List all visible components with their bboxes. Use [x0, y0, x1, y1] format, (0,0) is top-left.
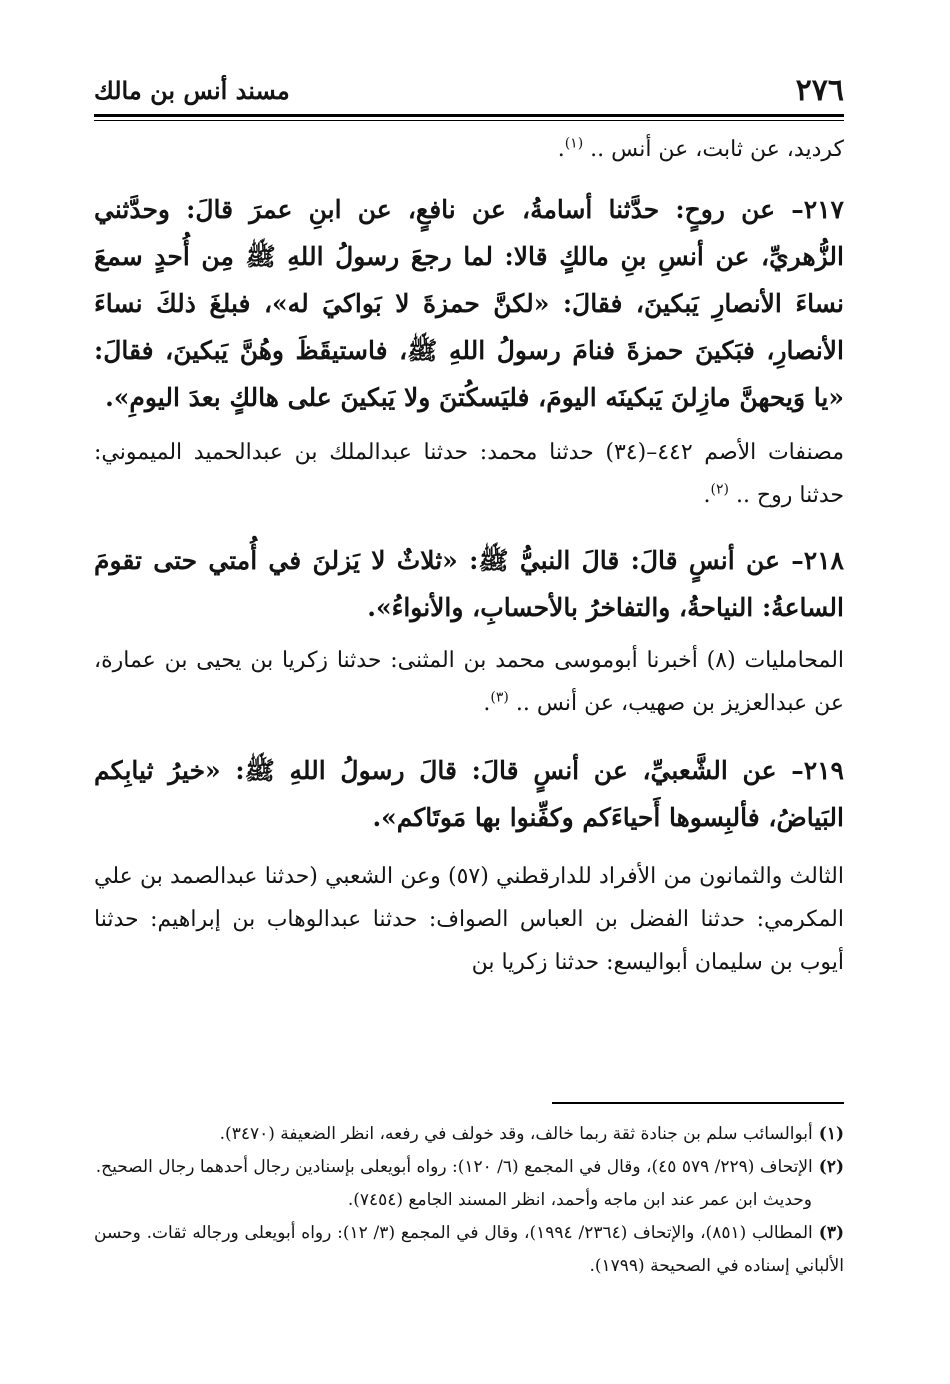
footnote-3: [94, 1217, 844, 1283]
footnote-1-number: (١): [818, 1124, 844, 1144]
source-217: مصنفات الأصم ٤٤٢–(٣٤) حدثنا محمد: حدثنا عبدالملك بن عبدالحميد الميموني: حدثنا روح .. $^{(٢)}$.: [94, 440, 844, 508]
footnote-2-text: الإتحاف (٢٢٩/ ٥٧٩ ٤٥)، وقال في المجمع (٦/ ١٢٠): رواه أبويعلى بإسنادين رجال أحدهما رجال الصحيح.: [95, 1157, 813, 1177]
footnote-2-continuation: وحديث ابن عمر عند ابن ماجه وأحمد، انظر المسند الجامع (٧٤٥٤).: [347, 1190, 812, 1210]
source-217-text: مصنفات الأصم ٤٤٢–(٣٤) حدثنا محمد: حدثنا عبدالملك بن عبدالحميد الميموني: حدثنا روح ..: [94, 440, 844, 508]
footnote-ref-3: (٣): [490, 689, 509, 706]
footnote-3-number: (٣): [818, 1223, 844, 1243]
running-title: مسند أنس بن مالك: [94, 75, 290, 105]
book-page: [94, 56, 844, 1356]
footnote-1-text: أبوالسائب سلم بن جنادة ثقة ربما خالف، وقد خولف في رفعه، انظر الضعيفة (٣٤٧٠).: [219, 1124, 813, 1144]
footnote-ref-2: (٢): [710, 481, 729, 498]
page-number: ٢٧٦: [795, 72, 844, 108]
footnotes: [94, 1118, 844, 1283]
page-header: [94, 70, 844, 110]
source-219: الثالث والثمانون من الأفراد للدارقطني (٥٧) وعن الشعبي (حدثنا عبدالصمد بن علي المكرمي: حدثنا الفضل بن العباس الصواف: حدثنا عبدالوهاب بن إبراهيم: حدثنا أيوب بن سليمان أبواليسع: حدثنا زكريا بن: [94, 864, 844, 975]
source-218-text: المحامليات (٨) أخبرنا أبوموسى محمد بن المثنى: حدثنا زكريا بن يحيى بن عمارة، عن عبدالعزيز بن صهيب، عن أنس ..: [94, 648, 845, 716]
footnote-2: [94, 1151, 844, 1184]
intro-text: كرديد، عن ثابت، عن أنس ..: [590, 137, 844, 162]
header-rule: [94, 114, 844, 121]
main-text: [94, 128, 844, 984]
hadith-219: ٢١٩– عن الشَّعبيِّ، عن أنسٍ قالَ: قالَ رسولُ اللهِ ﷺ: «خيرُ ثيابِكم البَياضُ، فألبِسوها أَحياءَكم وكفِّنوا بها مَوتَاكم».: [94, 756, 844, 832]
footnote-rule: [552, 1102, 844, 1104]
intro-paragraph: كرديد، عن ثابت، عن أنس .. $^{(١)}$.: [557, 135, 844, 162]
hadith-218: ٢١٨– عن أنسٍ قالَ: قالَ النبيُّ ﷺ: «ثلاثٌ لا يَزلنَ في أُمتي حتى تقومَ الساعةُ: النياحةُ، والتفاخرُ بالأحسابِ، والأنواءُ».: [94, 546, 844, 622]
footnote-2-number: (٢): [818, 1157, 844, 1177]
hadith-217: ٢١٧– عن روحٍ: حدَّثنا أسامةُ، عن نافعٍ، عن ابنِ عمرَ قالَ: وحدَّثني الزُّهريِّ، عن أنسِ بنِ مالكٍ قالا: لما رجعَ رسولُ اللهِ ﷺ مِن أُحدٍ سمعَ نساءَ الأنصارِ يَبكينَ، فقالَ: «لكنَّ حمزةَ لا بَواكيَ له»، فبلغَ ذلكَ نساءَ الأنصارِ، فبَكينَ حمزةَ فنامَ رسولُ اللهِ ﷺ، فاستيقَظَ وهُنَّ يَبكينَ، فقالَ: «يا وَيحهنَّ مازِلنَ يَبكينَه اليومَ، فليَسكُتنَ ولا يَبكينَ على هالكٍ بعدَ اليومِ».: [94, 195, 844, 412]
footnote-1: [94, 1118, 844, 1151]
source-218: المحامليات (٨) أخبرنا أبوموسى محمد بن المثنى: حدثنا زكريا بن يحيى بن عمارة، عن عبدالعزيز بن صهيب، عن أنس .. $^{(٣)}$.: [94, 648, 845, 716]
footnote-3-text: المطالب (٨٥١)، والإتحاف (٢٣٦٤/ ١٩٩٤)، وقال في المجمع (٣/ ١٢): رواه أبويعلى ورجاله ثقات. وحسن الألباني إسناده في الصحيحة (١٧٩٩).: [94, 1223, 844, 1276]
footnote-ref-1: (١): [564, 135, 584, 152]
